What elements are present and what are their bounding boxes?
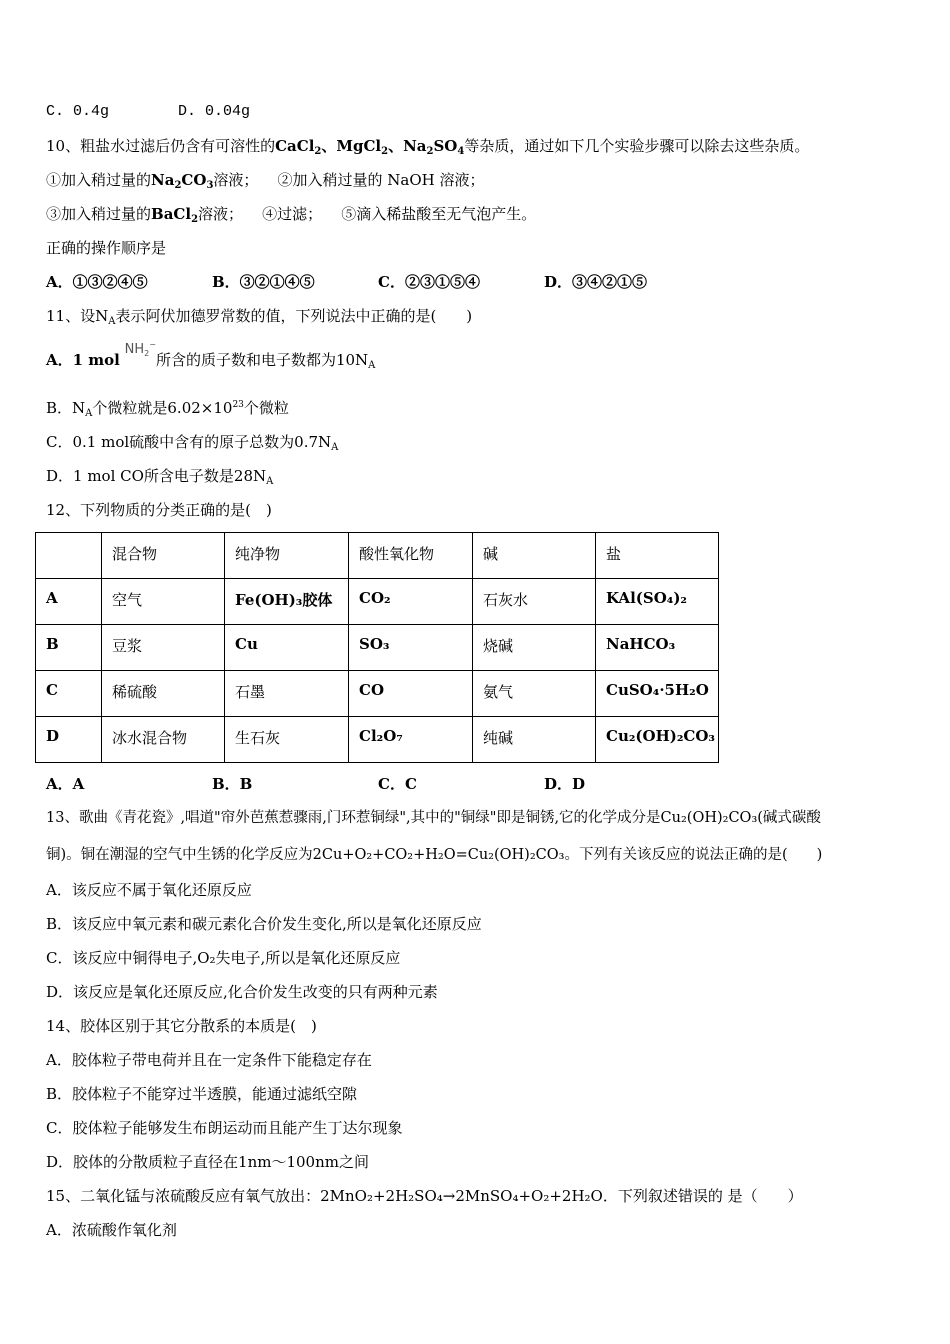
- q13-stem-line1: 13、歌曲《青花瓷》,唱道"帘外芭蕉惹骤雨,门环惹铜绿",其中的"铜绿"即是铜锈,它的化学成分是Cu₂(OH)₂CO₃(碱式碳酸: [46, 810, 821, 826]
- table-row: [36, 625, 719, 671]
- q12-options: [46, 774, 585, 794]
- table-header-row: [36, 533, 719, 579]
- q9-options: [46, 102, 250, 122]
- q15-option-a: A．浓硫酸作氧化剂: [46, 1221, 177, 1239]
- table-header-cell: 纯净物: [225, 533, 349, 579]
- q9-option-d: D. 0.04g: [178, 103, 251, 120]
- table-cell: B: [36, 625, 102, 671]
- table-cell: CO: [349, 671, 473, 717]
- q12-option-a: A．A: [46, 775, 85, 793]
- table-header-cell: [36, 533, 102, 579]
- q11-option-b: B．$N_A$个微粒就是$6.02\times 10^{23}$个微粒: [46, 399, 289, 419]
- q10-steps-line1: ①加入稍过量的$Na_2CO_3$溶液； ②加入稍过量的 NaOH 溶液；: [46, 171, 485, 191]
- q14-option-b: B．胶体粒子不能穿过半透膜，能通过滤纸空隙: [46, 1085, 358, 1103]
- q10-option-a: A．①③②④⑤: [46, 273, 148, 291]
- q10-steps-line2: ③加入稍过量的BaCl$_2$溶液； ④过滤； ⑤滴入稀盐酸至无气泡产生。: [46, 205, 537, 225]
- q11-stem: 11、设$N_A$表示阿伏加德罗常数的值，下列说法中正确的是( ): [46, 307, 473, 327]
- q10-option-c: C．②③①⑤④: [378, 273, 480, 291]
- table-cell: 生石灰: [225, 717, 349, 763]
- table-cell: Cl₂O₇: [349, 717, 473, 763]
- q9-option-c: C. 0.4g: [46, 103, 110, 120]
- table-cell: CuSO₄·5H₂O: [596, 671, 719, 717]
- table-header-cell: 混合物: [102, 533, 225, 579]
- q12-option-d: D．D: [544, 775, 586, 793]
- table-cell: Fe(OH)₃胶体: [225, 579, 349, 625]
- table-cell: 氨气: [473, 671, 596, 717]
- nh2-formula: $NH_2^-$: [124, 340, 156, 358]
- table-cell: CO₂: [349, 579, 473, 625]
- q10-stem: 10、粗盐水过滤后仍含有可溶性的CaCl$_2$、MgCl$_2$、$Na_2SO_4$等杂质，通过如下几个实验步骤可以除去这些杂质。: [46, 137, 810, 157]
- table-cell: Cu: [225, 625, 349, 671]
- q11-option-a: A．1 mol $NH_2^-$所含的质子数和电子数都为$10N_A$: [46, 340, 376, 371]
- q13-option-a: A．该反应不属于氧化还原反应: [46, 881, 252, 899]
- table-cell: NaHCO₃: [596, 625, 719, 671]
- q12-option-b: B．B: [212, 775, 253, 793]
- classification-table: [35, 532, 719, 763]
- q13-stem-line2: 铜)。铜在潮湿的空气中生锈的化学反应为2Cu+O₂+CO₂+H₂O=Cu₂(OH)₂CO₃。下列有关该反应的说法正确的是( ): [46, 847, 823, 863]
- q11-option-c: C．0.1 mol硫酸中含有的原子总数为$0.7N_A$: [46, 433, 339, 453]
- table-cell: KAl(SO₄)₂: [596, 579, 719, 625]
- table-cell: A: [36, 579, 102, 625]
- table-cell: SO₃: [349, 625, 473, 671]
- table-cell: C: [36, 671, 102, 717]
- q10-option-d: D．③④②①⑤: [544, 273, 648, 291]
- q14-stem: 14、胶体区别于其它分散系的本质是( ): [46, 1017, 317, 1035]
- table-cell: 稀硫酸: [102, 671, 225, 717]
- q10-prompt: 正确的操作顺序是: [46, 239, 167, 257]
- q12-option-c: C．C: [378, 775, 417, 793]
- table-row: [36, 671, 719, 717]
- q10-options: [46, 272, 647, 292]
- q12-stem: 12、下列物质的分类正确的是( ): [46, 501, 272, 519]
- table-row: [36, 717, 719, 763]
- q10-option-b: B．③②①④⑤: [212, 273, 315, 291]
- q15-stem: 15、二氧化锰与浓硫酸反应有氧气放出：2MnO₂+2H₂SO₄→2MnSO₄+O₂+2H₂O．下列叙述错误的 是（ ）: [46, 1187, 803, 1205]
- table-cell: 豆浆: [102, 625, 225, 671]
- table-cell: Cu₂(OH)₂CO₃: [596, 717, 719, 763]
- table-header-cell: 碱: [473, 533, 596, 579]
- table-cell: 烧碱: [473, 625, 596, 671]
- q13-option-c: C．该反应中铜得电子,O₂失电子,所以是氧化还原反应: [46, 949, 401, 967]
- table-cell: 空气: [102, 579, 225, 625]
- q14-option-d: D．胶体的分散质粒子直径在1nm～100nm之间: [46, 1153, 369, 1171]
- q13-option-b: B．该反应中氧元素和碳元素化合价发生变化,所以是氧化还原反应: [46, 915, 482, 933]
- table-row: [36, 579, 719, 625]
- q14-option-a: A．胶体粒子带电荷并且在一定条件下能稳定存在: [46, 1051, 372, 1069]
- table-cell: 石墨: [225, 671, 349, 717]
- table-header-cell: 酸性氧化物: [349, 533, 473, 579]
- q13-option-d: D．该反应是氧化还原反应,化合价发生改变的只有两种元素: [46, 983, 438, 1001]
- table-cell: 石灰水: [473, 579, 596, 625]
- table-header-cell: 盐: [596, 533, 719, 579]
- table-cell: D: [36, 717, 102, 763]
- table-cell: 冰水混合物: [102, 717, 225, 763]
- q11-option-d: D．1 mol CO所含电子数是$28N_A$: [46, 467, 274, 487]
- q14-option-c: C．胶体粒子能够发生布朗运动而且能产生丁达尔现象: [46, 1119, 403, 1137]
- table-cell: 纯碱: [473, 717, 596, 763]
